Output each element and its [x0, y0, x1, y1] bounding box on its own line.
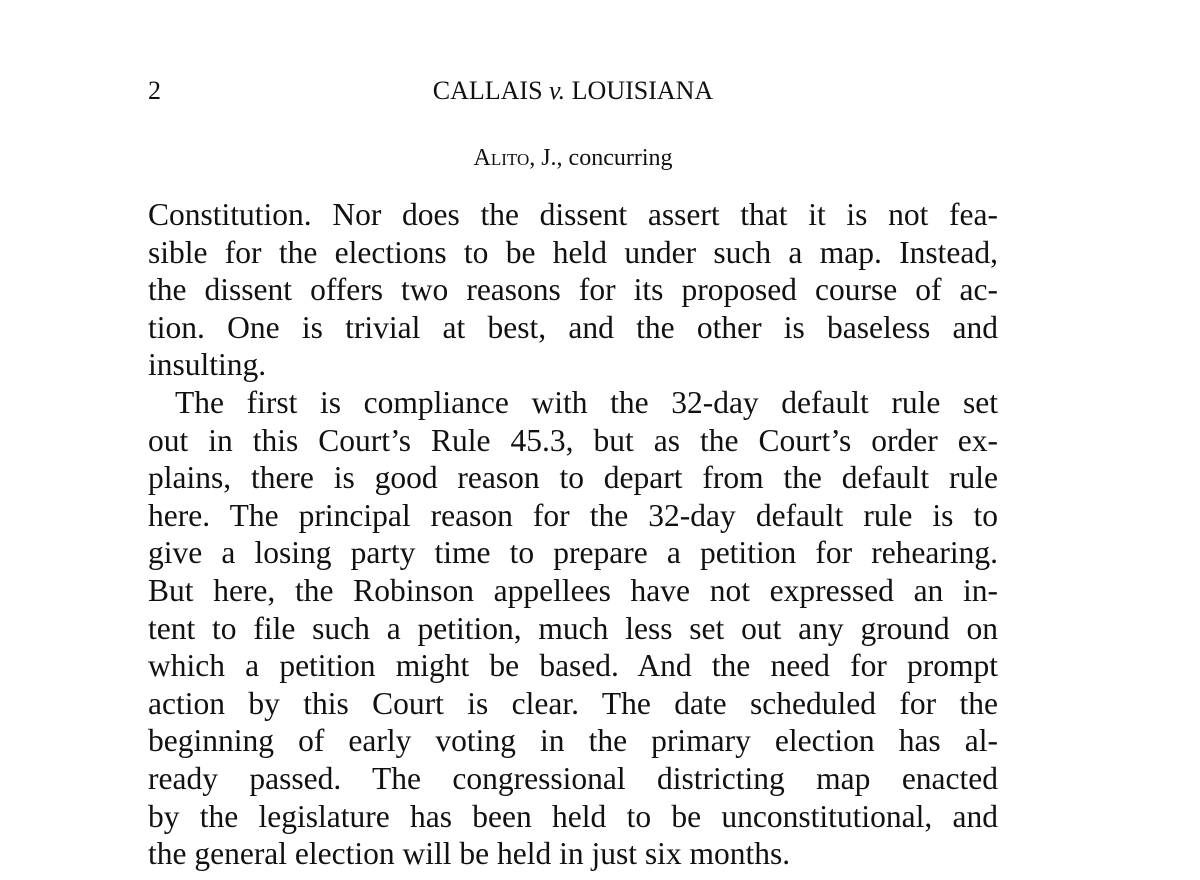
text-line: the dissent offers two reasons for its proposed course of ac-: [148, 272, 998, 308]
text-line: the general election will be held in just six months.: [148, 836, 791, 872]
paragraph-1: [148, 196, 998, 384]
text-line: insulting.: [148, 347, 267, 383]
text-line: Constitution. Nor does the dissent assert that it is not fea-: [148, 197, 998, 232]
text-line: by the legislature has been held to be unconstitutional, and: [148, 798, 998, 834]
text-line: sible for the elections to be held under such a map. Instead,: [148, 234, 998, 270]
text-line: beginning of early voting in the primary election has al-: [148, 723, 998, 759]
text-line: tent to file such a petition, much less set out any ground on: [148, 610, 998, 646]
paragraph-2: [148, 384, 998, 873]
case-party-1: CALLAIS: [432, 76, 543, 105]
opinion-body: [148, 196, 998, 873]
opinion-type: , J., concurring: [529, 145, 673, 171]
justice-name: Alito: [473, 145, 530, 171]
case-party-2: LOUISIANA: [571, 76, 714, 105]
text-line: plains, there is good reason to depart from the default rule: [148, 460, 998, 496]
case-versus: v.: [549, 76, 566, 105]
text-line: give a losing party time to prepare a petition for rehearing.: [148, 535, 998, 571]
text-line: which a petition might be based. And the need for prompt: [148, 648, 998, 684]
opinion-label: [0, 143, 1146, 173]
text-line: action by this Court is clear. The date scheduled for the: [148, 685, 998, 721]
text-line: tion. One is trivial at best, and the other is baseless and: [148, 309, 998, 345]
text-line: But here, the Robinson appellees have not expressed an in-: [148, 572, 998, 608]
text-line: ready passed. The congressional districting map enacted: [148, 760, 998, 796]
text-line: out in this Court’s Rule 45.3, but as the Court’s order ex-: [148, 422, 998, 458]
running-head: [0, 75, 1146, 107]
page-number: 2: [148, 76, 161, 105]
text-line: here. The principal reason for the 32-day default rule is to: [148, 497, 998, 533]
text-line: The first is compliance with the 32-day default rule set: [175, 384, 998, 420]
